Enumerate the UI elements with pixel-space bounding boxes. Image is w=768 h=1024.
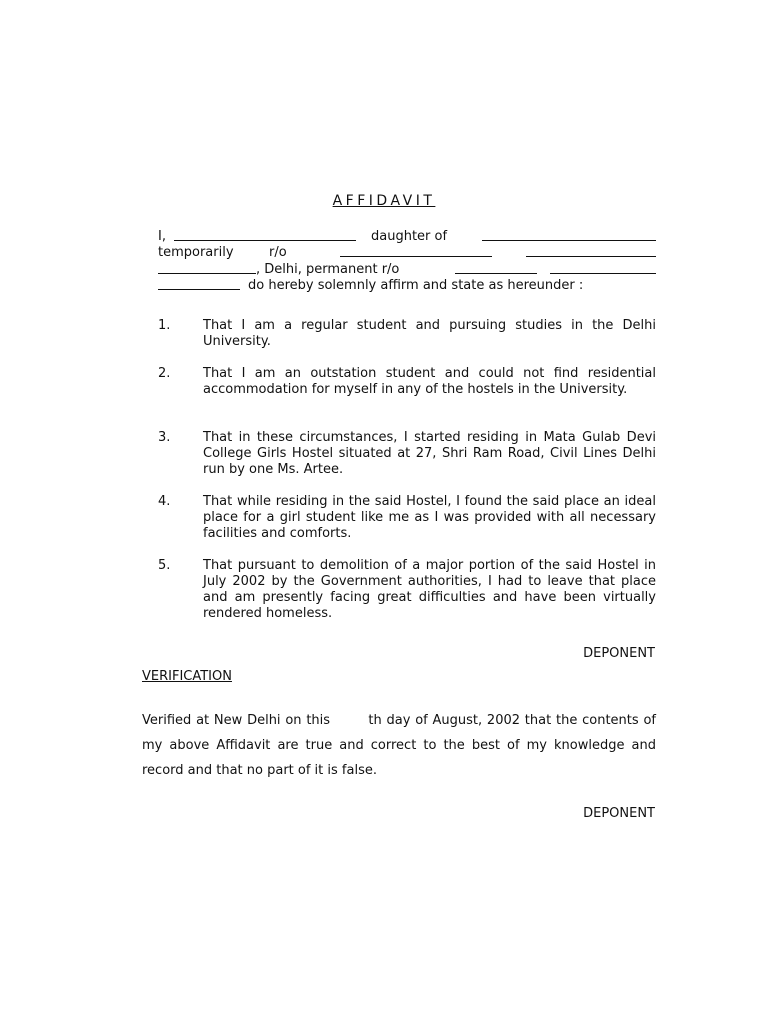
- temp-address-blank-2: [526, 245, 656, 257]
- perm-address-blank-1: [455, 262, 537, 274]
- intro-line-1: [158, 229, 656, 245]
- item-text: That while residing in the said Hostel, I found the said place an ideal place for a girl student like me as I was provided with all necessary facilities and comforts.: [203, 494, 656, 541]
- intro-daughter-of: daughter of: [371, 229, 448, 244]
- intro-line-2: [158, 245, 656, 261]
- item-text: That I am an outstation student and could not find residential accommodation for myself in any of the hostels in the University.: [203, 366, 656, 397]
- item-text: That in these circumstances, I started residing in Mata Gulab Devi College Girls Hostel situated at 27, Shri Ram Road, Civil Lines Delhi run by one Ms. Artee.: [203, 430, 656, 477]
- perm-address-blank-2: [550, 262, 656, 274]
- item-text: That pursuant to demolition of a major portion of the said Hostel in July 2002 by the Government authorities, I had to leave that place and am presently facing great difficulties and have been virtually rendered homeless.: [203, 558, 656, 621]
- item-number: 1.: [158, 318, 171, 333]
- intro-ro: r/o: [269, 245, 287, 260]
- verification-text: Verified at New Delhi on this th day of August, 2002 that the contents of my above Affidavit are true and correct to the best of my knowledge and record and that no part of it is false.: [142, 713, 661, 778]
- document-title: AFFIDAVIT: [332, 193, 436, 209]
- item-number: 2.: [158, 366, 171, 381]
- temp-address-blank-3: [158, 262, 256, 274]
- temp-address-blank-1: [340, 245, 492, 257]
- item-number: 5.: [158, 558, 171, 573]
- intro-affirm: do hereby solemnly affirm and state as hereunder :: [248, 278, 584, 293]
- item-number: 4.: [158, 494, 171, 509]
- item-number: 3.: [158, 430, 171, 445]
- verification-heading: VERIFICATION: [142, 669, 232, 684]
- intro-line-3: [158, 262, 656, 278]
- deponent-signature-1: DEPONENT: [583, 646, 655, 661]
- name-blank: [174, 229, 356, 241]
- father-name-blank: [482, 229, 656, 241]
- intro-line-4: [158, 278, 656, 294]
- intro-temporarily: temporarily: [158, 245, 234, 260]
- intro-i: I,: [158, 229, 166, 244]
- item-text: That I am a regular student and pursuing studies in the Delhi University.: [203, 318, 656, 349]
- intro-delhi-permanent: , Delhi, permanent r/o: [256, 262, 400, 277]
- perm-address-blank-3: [158, 278, 240, 290]
- deponent-signature-2: DEPONENT: [583, 806, 655, 821]
